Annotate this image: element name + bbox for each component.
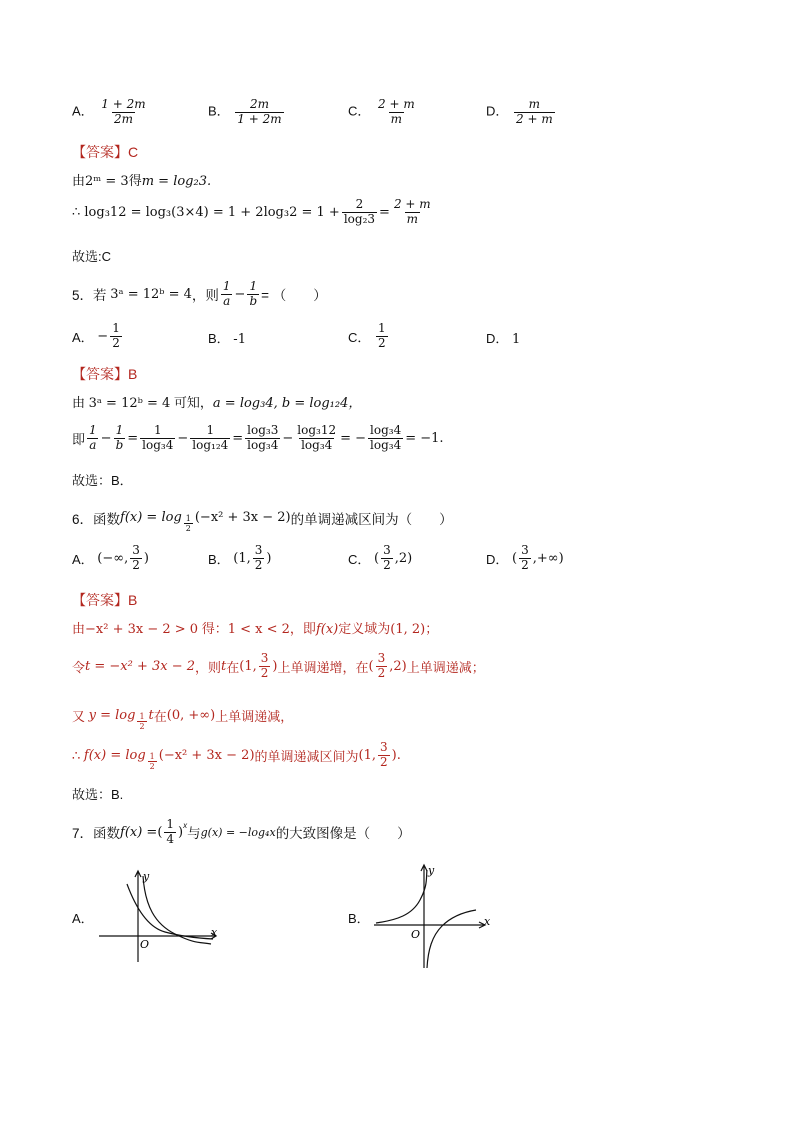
q6-option-b: B． (1, $\frac{3}{2}$ ) [208, 543, 272, 572]
q5-stem: 5．若 3ᵃ = 12ᵇ = 4 ，则 $\frac{1}{a}$ − $\frac{1}{b}$ = （ ） [72, 279, 327, 308]
q6-stem: 6．函数 f(x) = log $\frac{1}{2}$ (−x² + 3x − 2) 的单调递减区间为（ ） [72, 510, 453, 534]
q7-graph-a [95, 866, 225, 966]
svg-text:x: x [484, 915, 491, 928]
q4-option-b: B． $\frac{2m}{1 + 2m}$ [208, 97, 282, 126]
q5-option-d: D． 1 [486, 331, 521, 347]
q5-step2: 即 $\frac{1}{a}$ − $\frac{1}{b}$ = $\frac{1}{\text{log₃4}}$ − $\frac{1}{\text{log₁₂4}}$ = $\frac{\text{log₃3}}{\text{log₃4}}$ − $\frac{\text{log₃12}}{\text{log₃4}}$ = − $\frac{\text{log₃4}}{\text{log₃4}}$ = −1. [72, 423, 444, 452]
q4-answer: 【答案】C [72, 144, 139, 160]
q5-conclusion: 故选：B． [72, 473, 133, 488]
q6-line4: ∴ f(x) = log $\frac{1}{2}$ (−x² + 3x − 2) 的单调递减区间为 (1, $\frac{3}{2}$ ) . [72, 740, 401, 772]
q5-answer: 【答案】B [72, 366, 138, 382]
q7-option-b-label: B． [348, 911, 370, 926]
q6-answer: 【答案】B [72, 592, 138, 608]
q4-step2: ∴ log₃12 = log₃(3×4) = 1 + 2log₃2 = 1 + $\frac{2}{\text{log₂3}}$ = $\frac{2 + m}{m}$ [72, 197, 431, 226]
q5-option-a: A． − $\frac{1}{2}$ [72, 321, 120, 350]
q6-option-d: D． ( $\frac{3}{2}$ ,+∞) [486, 543, 564, 572]
q4-option-a: A． $\frac{1 + 2m}{2m}$ [72, 97, 146, 126]
q5-option-b: B． -1 [208, 331, 246, 347]
q4-conclusion: 故选:C [72, 249, 112, 264]
q6-line1: 由−x² + 3x − 2 > 0 得：1 < x < 2，即f(x)定义域为(1, 2)； [72, 621, 439, 637]
svg-text:O: O [411, 928, 421, 941]
q6-line3: 又 y = log $\frac{1}{2}$ t 在 (0, +∞) 上单调递减， [72, 708, 294, 732]
q5-option-c: C． $\frac{1}{2}$ [348, 321, 386, 350]
q6-option-c: C． ( $\frac{3}{2}$ ,2) [348, 543, 413, 572]
svg-text:O: O [140, 938, 150, 951]
q4-option-d: D． $\frac{m}{2 + m}$ [486, 97, 553, 126]
q6-line2: 令 t = −x² + 3x − 2 ，则 t 在 (1, $\frac{3}{2}$ ) 上单调递增，在 ( $\frac{3}{2}$ ,2) 上单调递减； [72, 651, 485, 680]
svg-text:y: y [143, 870, 150, 883]
q6-option-a: A． (−∞, $\frac{3}{2}$ ) [72, 543, 149, 572]
q6-conclusion: 故选：B. [72, 787, 124, 802]
svg-text:y: y [428, 864, 435, 877]
q4-step1: 由2ᵐ = 3得m = log₂3. [72, 173, 212, 189]
svg-text:x: x [211, 926, 218, 939]
q7-graph-b [372, 860, 496, 972]
q4-option-c: C． $\frac{2 + m}{m}$ [348, 97, 415, 126]
q5-step1: 由 3ᵃ = 12ᵇ = 4 可知，a = log₃4, b = log₁₂4， [72, 395, 362, 411]
q7-option-a-label: A． [72, 911, 94, 926]
q7-stem: 7．函数 f(x) = ( $\frac{1}{4}$ ) $^x$ 与 g(x) = −log₄x 的大致图像是（ ） [72, 817, 411, 846]
